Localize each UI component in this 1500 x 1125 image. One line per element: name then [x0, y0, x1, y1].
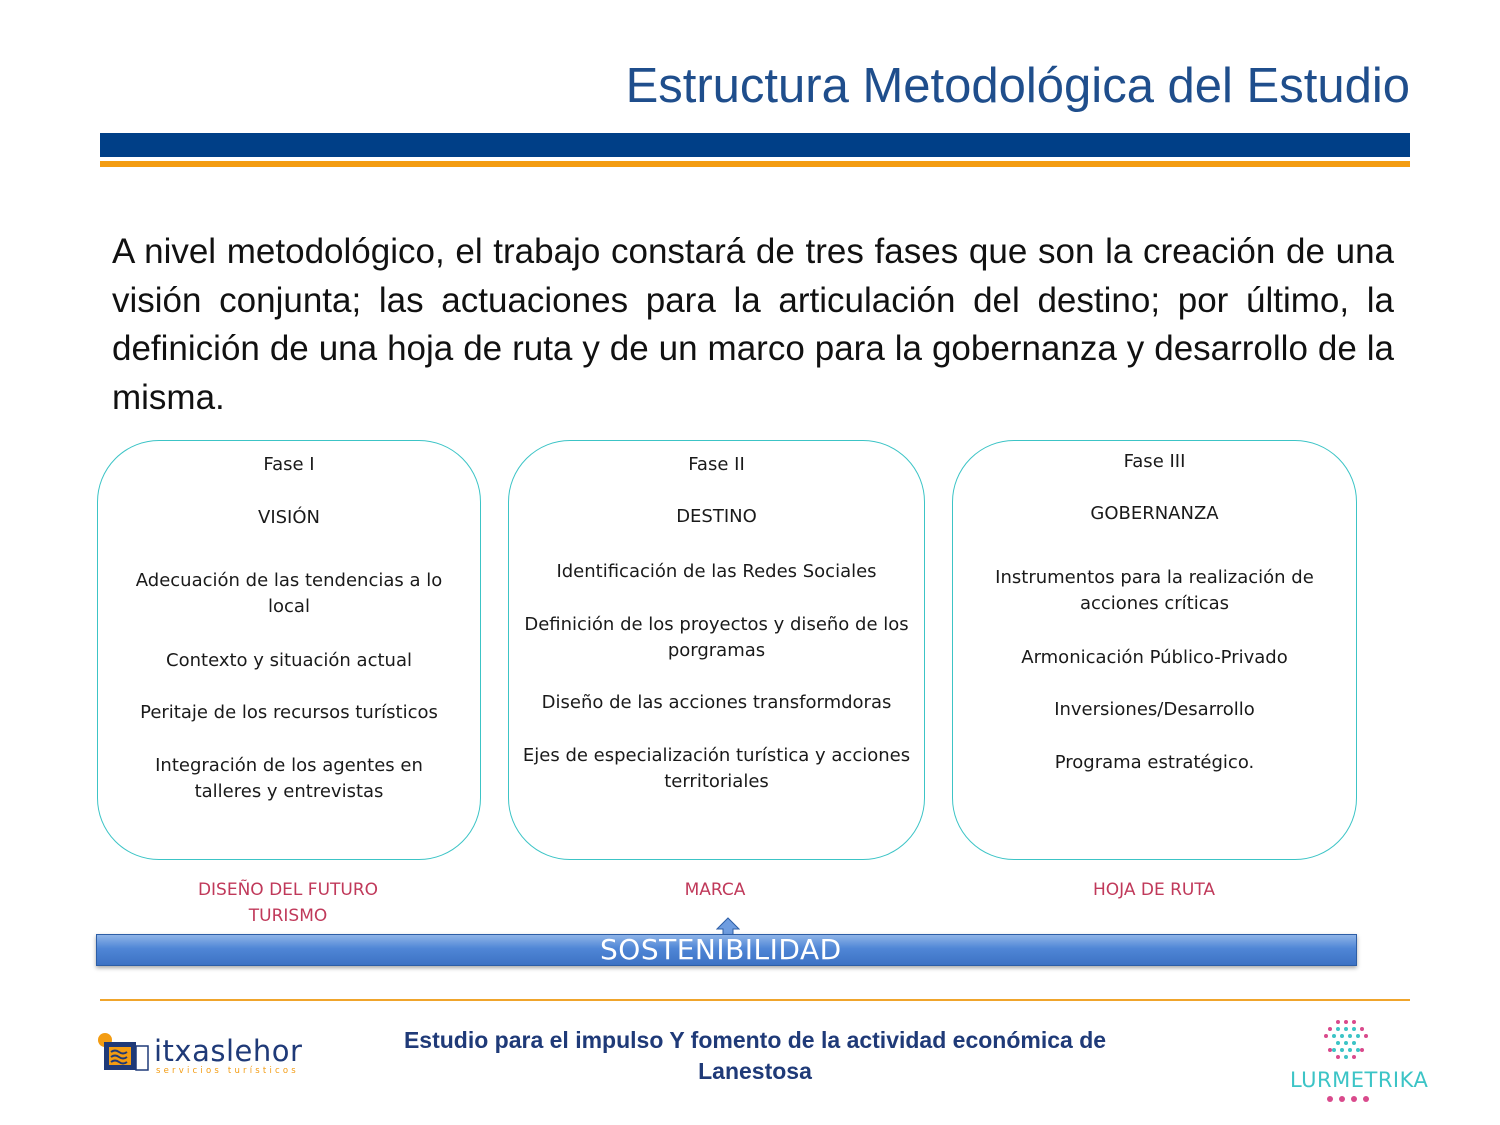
phase-item: Definición de los proyectos y diseño de los porgramas — [524, 614, 909, 661]
phase-heading: VISIÓN — [258, 507, 320, 528]
footer-title: Estudio para el impulso Y fomento de la actividad económica de Lanestosa — [403, 1027, 1107, 1084]
phase-label-1: DISEÑO DEL FUTURO TURISMO — [197, 880, 379, 926]
phase-item: Integración de los agentes en talleres y entrevistas — [155, 755, 423, 802]
itxaslehor-logo-name: itxaslehor — [154, 1034, 303, 1068]
phase-item: Contexto y situación actual — [166, 650, 412, 671]
phase-item: Diseño de las acciones transformdoras — [541, 692, 892, 713]
sustainability-label: SOSTENIBILIDAD — [600, 933, 842, 966]
lurmetrika-dots-icon — [1318, 1018, 1378, 1064]
phase-number: Fase I — [263, 454, 315, 475]
phase-item: Identificación de las Redes Sociales — [556, 561, 877, 582]
header-bar-orange — [100, 161, 1410, 167]
intro-paragraph: A nivel metodológico, el trabajo constará de tres fases que son la creación de una visión conjunta; las actuaciones para la articulación del destino; por último, la definición de una hoja de ruta y de un marco para la gobernanza y desarrollo de la misma. — [112, 232, 1394, 417]
lurmetrika-logo — [1288, 1018, 1429, 1110]
phase-label-3: HOJA DE RUTA — [1092, 880, 1216, 900]
phase-heading: GOBERNANZA — [1090, 503, 1219, 524]
phase-box-3 — [952, 440, 1357, 860]
page-title: Estructura Metodológica del Estudio — [625, 59, 1410, 113]
itxaslehor-logo-icon — [96, 1030, 152, 1078]
phase-box-1 — [97, 440, 481, 860]
phase-number: Fase II — [688, 454, 745, 475]
lurmetrika-logo-name: LURMETRIKA — [1290, 1068, 1429, 1092]
itxaslehor-logo — [96, 1030, 316, 1080]
itxaslehor-logo-sub: servicios turísticos — [156, 1066, 299, 1076]
sustainability-banner — [96, 934, 1357, 966]
phase-label-2: MARCA — [684, 880, 746, 900]
phase-heading: DESTINO — [676, 506, 757, 527]
lurmetrika-sub-dots-icon — [1324, 1094, 1372, 1104]
phase-item: Adecuación de las tendencias a lo local — [135, 570, 443, 617]
phase-item: Programa estratégico. — [1054, 752, 1255, 773]
phase-number: Fase III — [1123, 451, 1186, 472]
phase-item: Ejes de especialización turística y acciones territoriales — [522, 745, 911, 792]
phase-item: Inversiones/Desarrollo — [1054, 699, 1255, 720]
phase-box-2 — [508, 440, 925, 860]
header-bar-blue — [100, 133, 1410, 157]
footer-divider — [100, 999, 1410, 1001]
phase-item: Instrumentos para la realización de acciones críticas — [995, 567, 1314, 614]
phase-item: Peritaje de los recursos turísticos — [140, 702, 438, 723]
phase-item: Armonicación Público-Privado — [1021, 647, 1288, 668]
